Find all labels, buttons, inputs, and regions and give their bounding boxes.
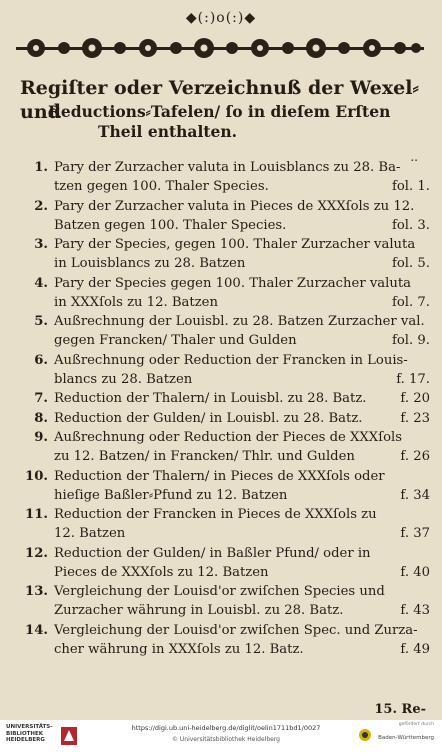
entry-number: 9. [34,430,48,445]
entry-folio: fol. 1. [391,179,430,194]
entry-text: Reduction der Thalern/ in Louisbl. zu 28. Batz. [54,391,367,406]
entry-text: Außrechnung oder Reduction der Pieces de XXXſols [54,430,403,445]
entry-text: gegen Francken/ Thaler und Gulden [54,333,297,348]
entry-number: 10. [25,468,48,484]
entry-number: 3. [34,237,48,252]
register-entry [14,197,430,235]
register-entry [14,505,430,543]
copyright-text: © Universitätsbibliothek Heidelberg [171,736,280,743]
entry-text: zu 12. Batzen/ in Francken/ Thlr. und Gulden [54,449,355,464]
subtitle-line: Reductions⸗Tafelen/ ſo in dieſem Erſten [48,102,391,121]
entry-number: 11. [25,507,48,522]
corner-mark: .. [410,150,418,164]
entry-number: 5. [34,314,48,329]
header-ornament: ◆(:)o(:)◆ [185,10,257,26]
register-entry [14,351,430,389]
subtitle-line: Theil enthalten. [98,122,238,141]
entry-text: Pieces de XXXſols zu 12. Batzen [54,564,269,580]
library-name: HEIDELBERG [6,737,45,743]
entry-text: cher währung in XXXſols zu 12. Batz. [54,641,304,657]
entry-text: Pary der Zurzacher valuta in Louisblancs zu 28. Ba- [54,160,401,175]
source-url-link[interactable]: https://digi.ub.uni-heidelberg.de/diglit/oelin1711bd1/0027 [131,724,321,732]
entry-folio: f. 43 [400,603,430,618]
funder-name: Baden-Württemberg [378,735,434,741]
register-entry [14,235,430,273]
library-name: BIBLIOTHEK [6,730,44,737]
entry-text: Außrechnung oder Reduction der Francken in Louis- [54,352,408,368]
entry-text: Zurzacher währung in Louisbl. zu 28. Batz. [54,603,344,618]
entry-text: 12. Batzen [54,526,126,541]
entry-folio: fol. 7. [391,294,430,310]
state-emblem-icon [358,728,372,742]
page-subtitle [48,102,428,142]
entry-text: hieſige Baßler⸗Pfund zu 12. Batzen [54,487,288,503]
entry-number: 13. [25,584,48,599]
library-seal-icon [60,726,78,746]
entry-number: 12. [25,545,48,561]
register-entry [14,274,430,312]
entry-folio: fol. 3. [391,217,430,233]
register-entry [14,389,430,408]
library-footer [0,720,442,754]
entry-text: Reduction der Thalern/ in Pieces de XXXſols oder [54,468,385,484]
entry-text: Vergleichung der Louisd'or zwiſchen Species und [54,584,385,599]
entry-number: 2. [34,198,48,214]
library-name: UNIVERSITÄTS- [6,724,53,730]
entry-number: 14. [25,622,48,638]
register-entry [14,467,430,505]
entry-text: Batzen gegen 100. Thaler Species. [54,217,287,233]
entry-text: blancs zu 28. Batzen [54,371,193,387]
entry-text: in Louisblancs zu 28. Batzen [54,256,246,271]
register-entry [14,621,430,659]
entry-text: in XXXſols zu 12. Batzen [54,294,218,310]
entry-folio: f. 26 [400,449,430,464]
entry-folio: f. 23 [400,410,430,426]
catchword: 15. Re- [374,702,426,717]
entry-number: 1. [34,160,48,175]
entry-text: Außrechnung der Louisbl. zu 28. Batzen Zurzacher val. [54,314,425,329]
funded-by-label: gefördert durch [398,722,434,727]
entry-number: 8. [34,410,48,426]
entry-text: Reduction der Gulden/ in Baßler Pfund/ oder in [54,545,371,561]
entry-text: tzen gegen 100. Thaler Species. [54,179,269,194]
register-list [14,158,430,659]
funder-block [374,722,434,741]
entry-folio: f. 17. [396,371,430,387]
register-entry [14,409,430,428]
entry-folio: f. 37 [400,526,430,541]
entry-text: Pary der Zurzacher valuta in Pieces de XXXſols zu 12. [54,198,415,214]
entry-number: 7. [34,391,48,406]
entry-folio: f. 40 [400,564,430,580]
entry-number: 6. [34,352,48,368]
ornament-band [16,34,424,64]
register-entry [14,428,430,466]
entry-text: Pary der Species, gegen 100. Thaler Zurzacher valuta [54,237,416,252]
register-entry [14,544,430,582]
register-entry [14,582,430,620]
entry-folio: f. 34 [400,487,430,503]
register-entry [14,158,430,196]
entry-number: 4. [34,275,48,291]
library-logo [6,724,68,744]
page-title: Regiſter oder Verzeichnuß der Wexel⸗und [20,77,419,123]
entry-folio: f. 20 [400,391,430,406]
entry-text: Pary der Species gegen 100. Thaler Zurzacher valuta [54,275,412,291]
entry-folio: fol. 5. [391,256,430,271]
entry-folio: f. 49 [400,641,430,657]
entry-folio: fol. 9. [391,333,430,348]
register-entry [14,312,430,350]
entry-text: Vergleichung der Louisd'or zwiſchen Spec. und Zurza- [54,622,418,638]
entry-text: Reduction der Gulden/ in Louisbl. zu 28. Batz. [54,410,363,426]
entry-text: Reduction der Francken in Pieces de XXXſols zu [54,507,377,522]
